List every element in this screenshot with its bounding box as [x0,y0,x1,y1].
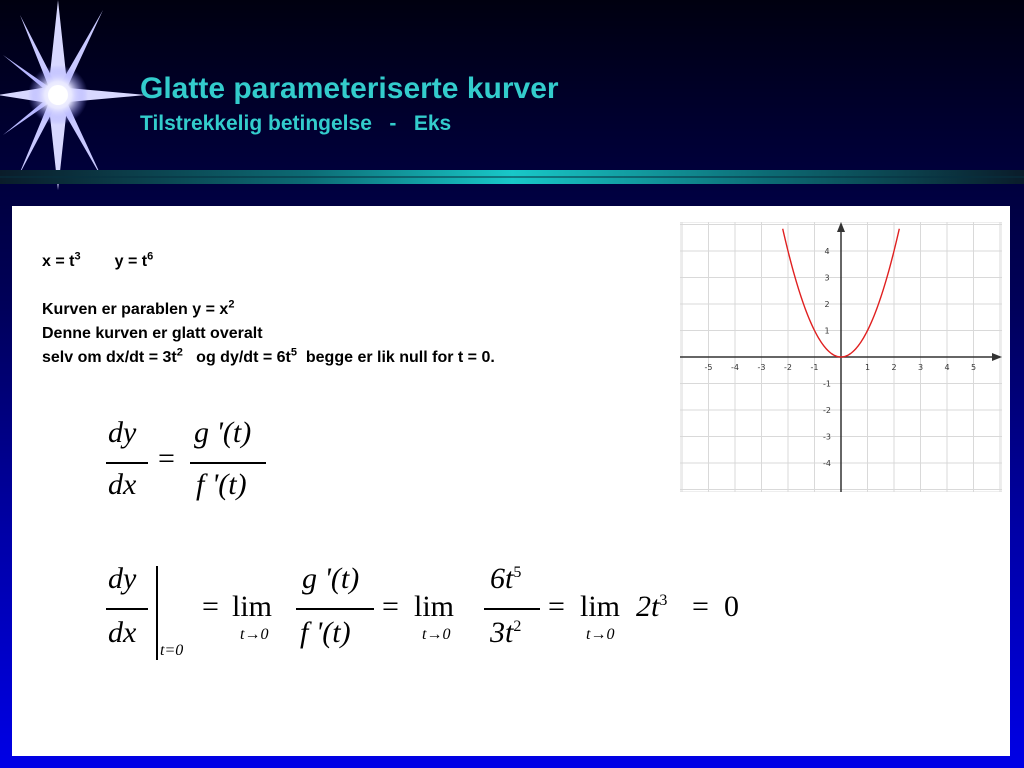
y-tick-label: -2 [823,406,831,415]
formula2-numerator: dy [108,562,137,595]
y-tick-label: -3 [823,432,831,442]
formula2-eval-bar [156,566,158,660]
x-tick-label: -5 [704,363,713,372]
formula2-bar [106,608,148,610]
formula2-result: 0 [724,590,739,623]
formula1-lhs-numerator: dy [108,416,137,449]
formula2-frac2-numerator: $6t^5$ [490,562,522,595]
x-tick-label: -2 [784,363,792,372]
x-tick-label: 3 [917,363,924,372]
formula2-lim-2: lim [414,590,455,623]
formula2-lim-3-sub: t→0 [586,626,615,643]
star-decoration-icon [0,0,150,190]
formula2-lim-1-sub: t→0 [240,626,269,643]
formula2-equals-2: = [382,590,399,623]
parabola-line: Kurven er parablen $y = x^2$ [42,298,235,318]
formula2-equals-1: = [202,590,219,623]
formula2-frac1-bar [296,608,374,610]
x-tick-label: 5 [970,363,977,372]
formula2-frac1-denominator: f '(t) [300,616,351,649]
x-exponent: 3 [74,250,81,263]
y-exponent: 6 [147,250,154,263]
formula2-eval-at: t=0 [160,642,184,659]
formula2-lim-3: lim [580,590,621,623]
y-tick-label: -1 [823,379,831,389]
parabola-exponent: 2 [228,298,235,311]
y-tick-label: 3 [824,273,830,283]
formula2-frac2-num-exp: 5 [513,564,522,581]
y-tick-label: -4 [823,459,831,468]
content-panel [12,206,1010,756]
formula-limit-evaluation [106,562,766,672]
formula2-equals-3: = [548,590,565,623]
y-equation: y = t [114,253,148,270]
slide-subtitle: Tilstrekkelig betingelse - Eks [140,112,452,135]
formula1-rhs-denominator: f '(t) [196,468,247,501]
x-tick-label: -1 [810,363,819,372]
y-tick-label: 4 [824,247,830,256]
x-tick-label: 1 [864,363,871,372]
derivative-line: selv om $dx/dt = 3t^2$ og $dy/dt = 6t^5$ begge er lik null for t = 0. [42,346,495,366]
formula1-lhs-denominator: dx [108,468,137,501]
formula2-denominator: dx [108,616,137,649]
x-tick-label: -3 [757,363,766,372]
formula2-frac2-den-exp: 2 [513,618,522,635]
formula2-term: $2t^3$ [636,590,668,623]
formula1-equals: = [158,442,175,475]
formula-derivative-ratio [106,416,286,516]
formula2-frac2-denominator: $3t^2$ [490,616,522,649]
formula1-rhs-numerator: g '(t) [194,416,252,449]
x-equation: x = t [42,253,75,270]
x-tick-label: 2 [891,363,897,372]
smooth-line: Denne kurven er glatt overalt [42,325,263,342]
formula1-lhs-bar [106,462,148,464]
formula1-rhs-bar [190,462,266,464]
slide-title: Glatte parameteriserte kurver [140,72,559,105]
explanation-text [42,250,495,370]
formula2-lim-2-sub: t→0 [422,626,451,643]
formula2-term-exp: 3 [659,592,668,609]
formula2-frac2-bar [484,608,540,610]
x-tick-label: 4 [944,363,950,372]
y-tick-label: 1 [824,326,830,336]
parabola-graph [680,222,1002,492]
y-tick-label: 2 [824,300,830,309]
formula2-lim-1: lim [232,590,273,623]
title-divider-bar [0,170,1024,184]
formula2-frac1-numerator: g '(t) [302,562,360,595]
x-tick-label: -4 [731,363,739,372]
parametrization-line [42,250,495,274]
formula2-equals-4: = [692,590,709,623]
